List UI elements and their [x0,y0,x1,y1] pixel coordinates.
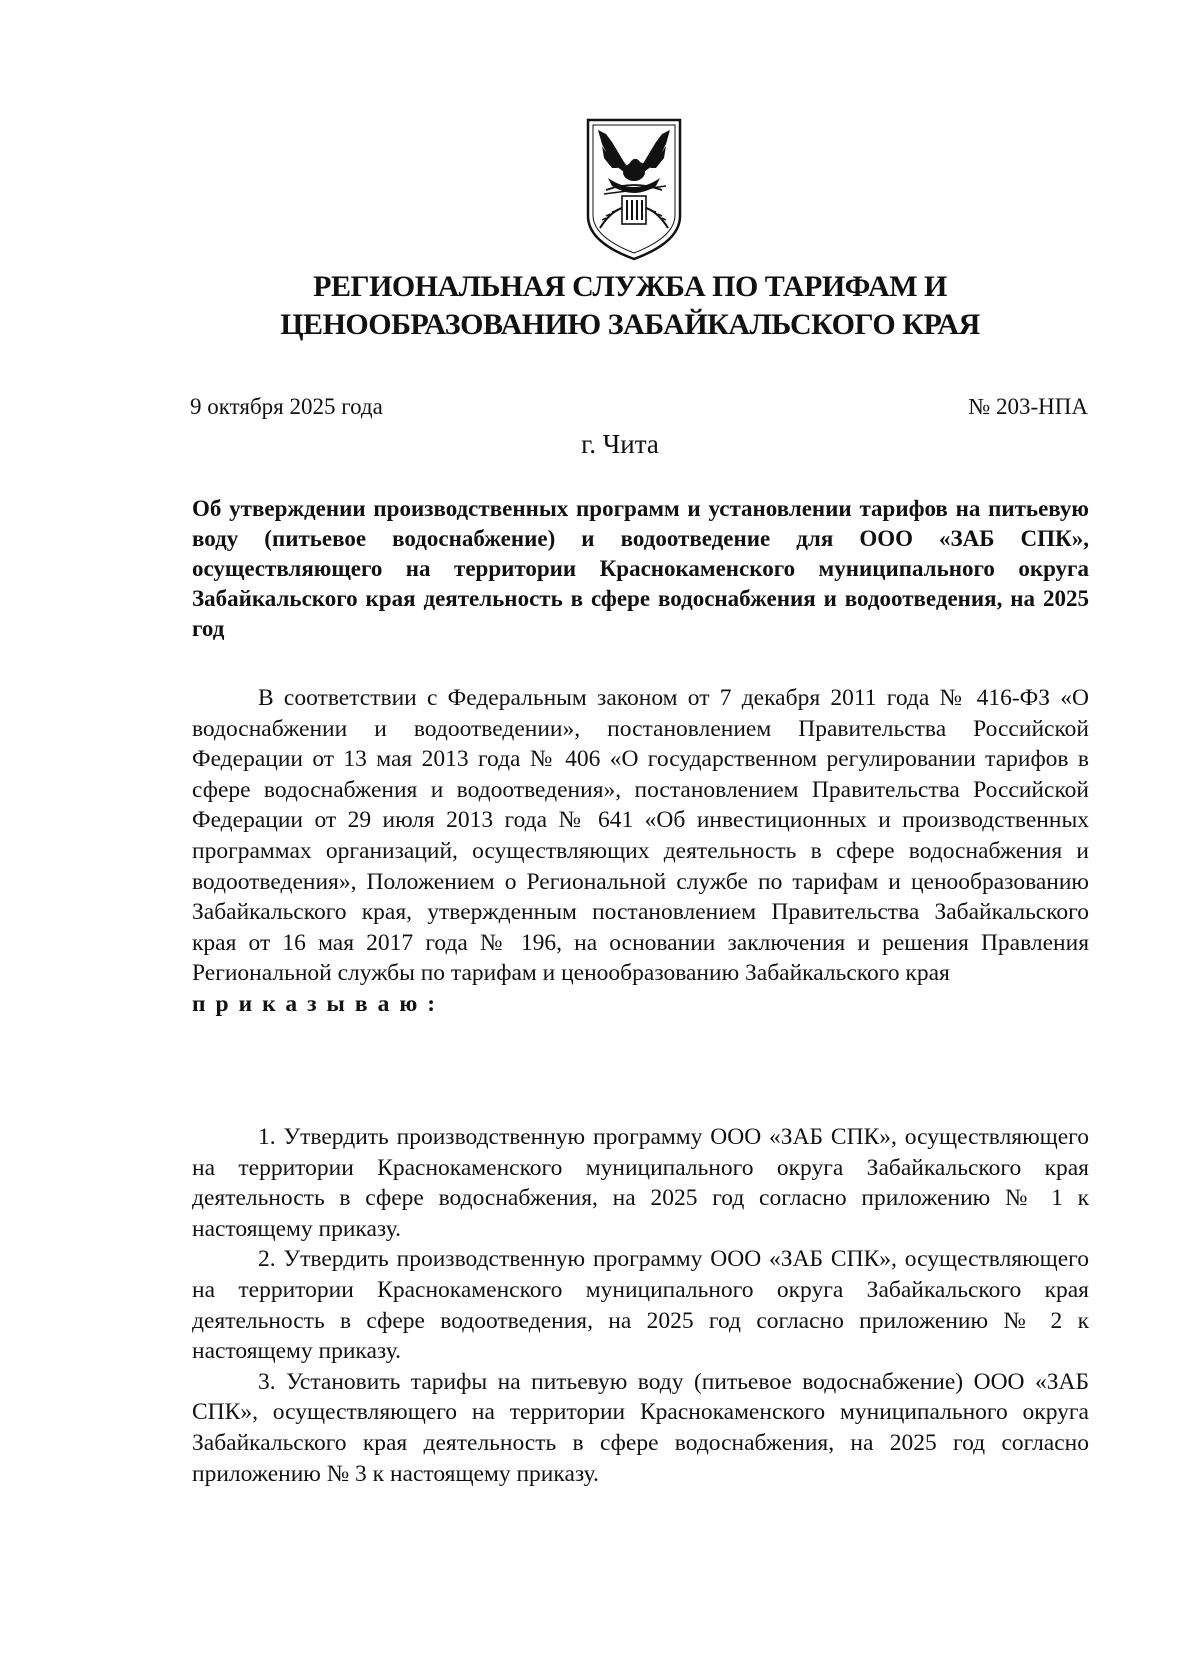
decree-items [192,1122,1089,1489]
document-city: г. Чита [581,429,659,459]
preamble [192,683,1089,1020]
coat-of-arms-emblem [584,116,684,262]
decree-word: приказываю: [192,990,446,1017]
decree-item-2: 2. Утвердить производственную программу ООО «ЗАБ СПК», осуществляющего на территории Краснокаменского муниципального округа Забайкальского края деятельность в сфере водоотведения, на 2025 год согласно приложению № 2 к настоящему приказу. [192,1246,1089,1365]
document-subject: Об утверждении производственных программ и установлении тарифов на питьевую воду (питьевое водоснабжение) и водоотведение для ООО «ЗАБ СПК», осуществляющего на территории Краснокаменского муниципального округа Забайкальского края деятельность в сфере водоснабжения и водоотведения, на 2025 год [192,496,1089,641]
decree-item-1: 1. Утвердить производственную программу ООО «ЗАБ СПК», осуществляющего на территории Краснокаменского муниципального округа Забайкальского края деятельность в сфере водоснабжения, на 2025 год согласно приложению № 1 к настоящему приказу. [192,1124,1089,1242]
document-number: № 203-НПА [968,394,1088,419]
decree-item-3: 3. Установить тарифы на питьевую воду (питьевое водоснабжение) ООО «ЗАБ СПК», осуществляющего на территории Краснокаменского муниципального округа Забайкальского края деятельность в сфере водоснабжения, на 2025 год согласно приложению № 3 к настоящему приказу. [192,1368,1089,1487]
document-date: 9 октября 2025 года [190,394,383,419]
preamble-text: В соответствии с Федеральным законом от 7 декабря 2011 года № 416-ФЗ «О водоснабжении и водоотведении», постановлением Правительства Российской Федерации от 13 мая 2013 года № 406 «О государственном регулировании тарифов в сфере водоснабжения и водоотведения», постановлением Правительства Российской Федерации от 29 июля 2013 года № 641 «Об инвестиционных и производственных программах организаций, осуществляющих деятельность в сфере водоснабжения и водоотведения», Положением о Региональной службе по тарифам и ценообразованию Забайкальского края, утвержденным постановлением Правительства Забайкальского края от 16 мая 2017 года № 196, на основании заключения и решения Правления Региональной службы по тарифам и ценообразованию Забайкальского края [192,685,1089,987]
organization-title: РЕГИОНАЛЬНАЯ СЛУЖБА ПО ТАРИФАМ И ЦЕНООБРАЗОВАНИЮ ЗАБАЙКАЛЬСКОГО КРАЯ [280,270,980,341]
